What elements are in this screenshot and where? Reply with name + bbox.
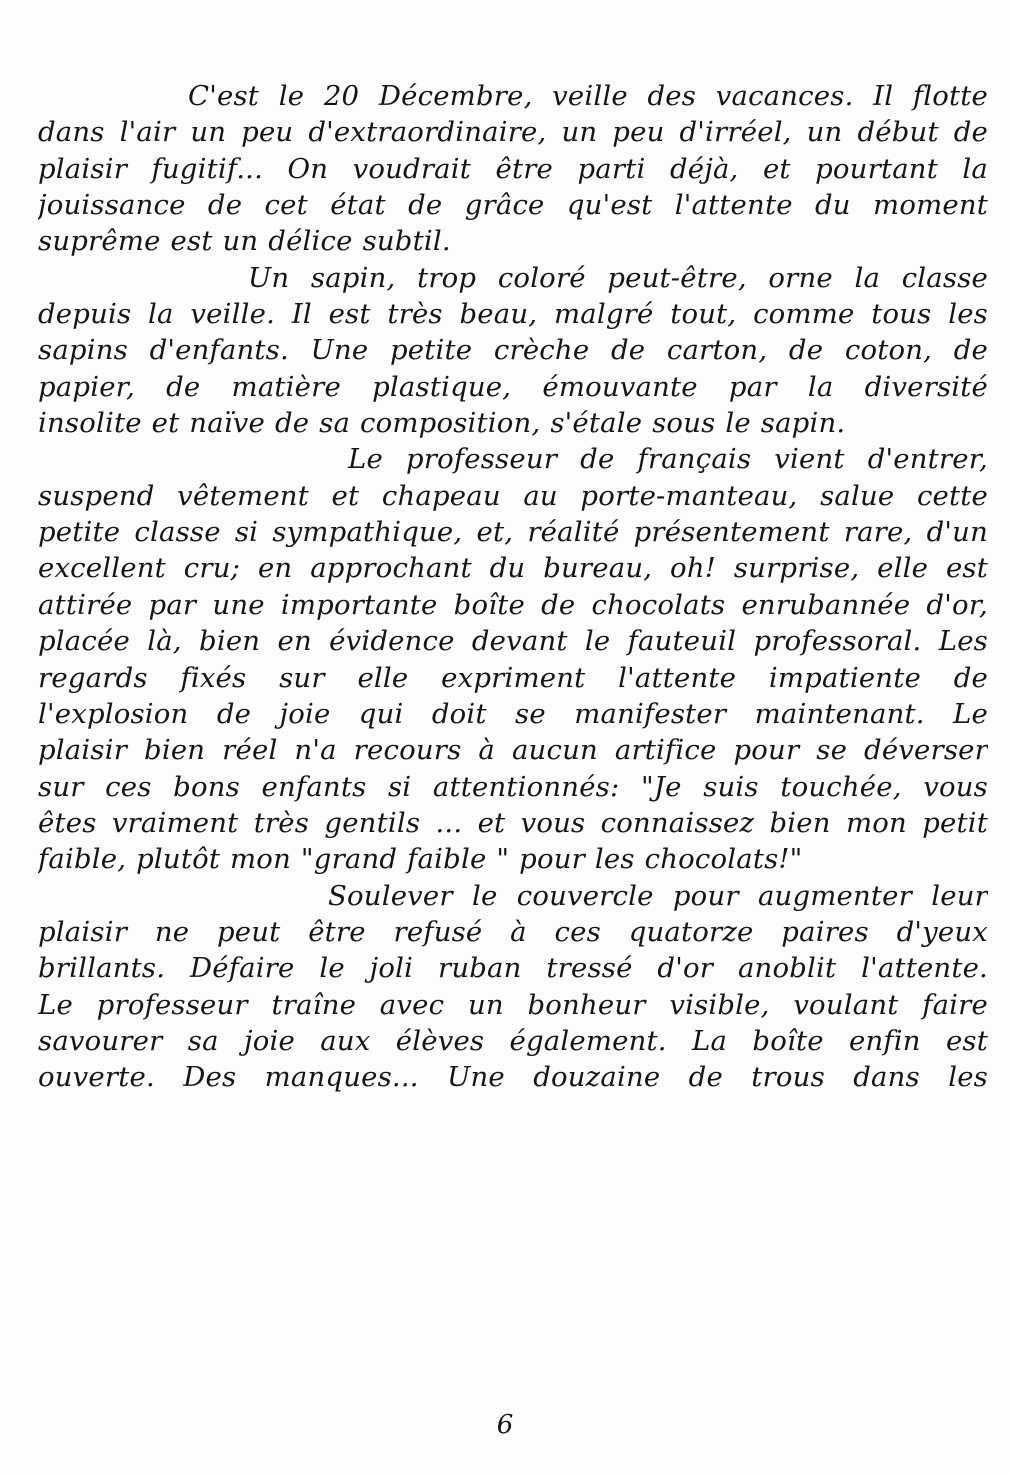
text-line: placée là, bien en évidence devant le fauteuil professoral. Les — [38, 625, 988, 658]
text-line: faible, plutôt mon "grand faible " pour les chocolats!" — [38, 843, 803, 876]
text-line: plaisir fugitif... On voudrait être parti déjà, et pourtant la — [38, 152, 988, 185]
text-line: sur ces bons enfants si attentionnés: "Je suis touchée, vous — [38, 770, 988, 803]
text-line: excellent cru; en approchant du bureau, oh! surprise, elle est — [38, 552, 988, 585]
text-line: l'explosion de joie qui doit se manifester maintenant. Le — [38, 697, 988, 730]
text-line: ouverte. Des manques... Une douzaine de trous dans les — [38, 1061, 988, 1094]
text-line: Le professeur de français vient d'entrer, — [348, 443, 988, 476]
text-line: petite classe si sympathique, et, réalité présentement rare, d'un — [38, 516, 988, 549]
text-line: suprême est un délice subtil. — [38, 225, 451, 258]
text-line: Le professeur traîne avec un bonheur visible, voulant faire — [38, 988, 988, 1021]
text-line: sapins d'enfants. Une petite crèche de carton, de coton, de — [38, 334, 988, 367]
text-line: insolite et naïve de sa composition, s'étale sous le sapin. — [38, 407, 846, 440]
text-line: Soulever le couvercle pour augmenter leur — [328, 879, 988, 912]
text-line: savourer sa joie aux élèves également. La boîte enfin est — [38, 1024, 988, 1057]
handwritten-text-body — [38, 78, 988, 1096]
text-line: êtes vraiment très gentils ... et vous connaissez bien mon petit — [38, 806, 988, 839]
text-line: jouissance de cet état de grâce qu'est l'attente du moment — [38, 189, 988, 222]
text-line: plaisir bien réel n'a recours à aucun artifice pour se déverser — [38, 734, 988, 767]
text-line: plaisir ne peut être refusé à ces quatorze paires d'yeux — [38, 915, 988, 948]
text-line: Un sapin, trop coloré peut-être, orne la classe — [248, 261, 988, 294]
text-line: attirée par une importante boîte de chocolats enrubannée d'or, — [38, 588, 988, 621]
text-line: depuis la veille. Il est très beau, malgré tout, comme tous les — [38, 298, 988, 331]
text-line: regards fixés sur elle expriment l'attente impatiente de — [38, 661, 988, 694]
text-line: brillants. Défaire le joli ruban tressé d'or anoblit l'attente. — [38, 952, 988, 985]
text-line: C'est le 20 Décembre, veille des vacances. Il flotte — [188, 80, 988, 112]
page-number: 6 — [496, 1410, 514, 1440]
text-line: papier, de matière plastique, émouvante par la diversité — [38, 370, 988, 403]
text-line: dans l'air un peu d'extraordinaire, un peu d'irréel, un début de — [38, 116, 988, 149]
text-line: suspend vêtement et chapeau au porte-manteau, salue cette — [38, 479, 988, 512]
